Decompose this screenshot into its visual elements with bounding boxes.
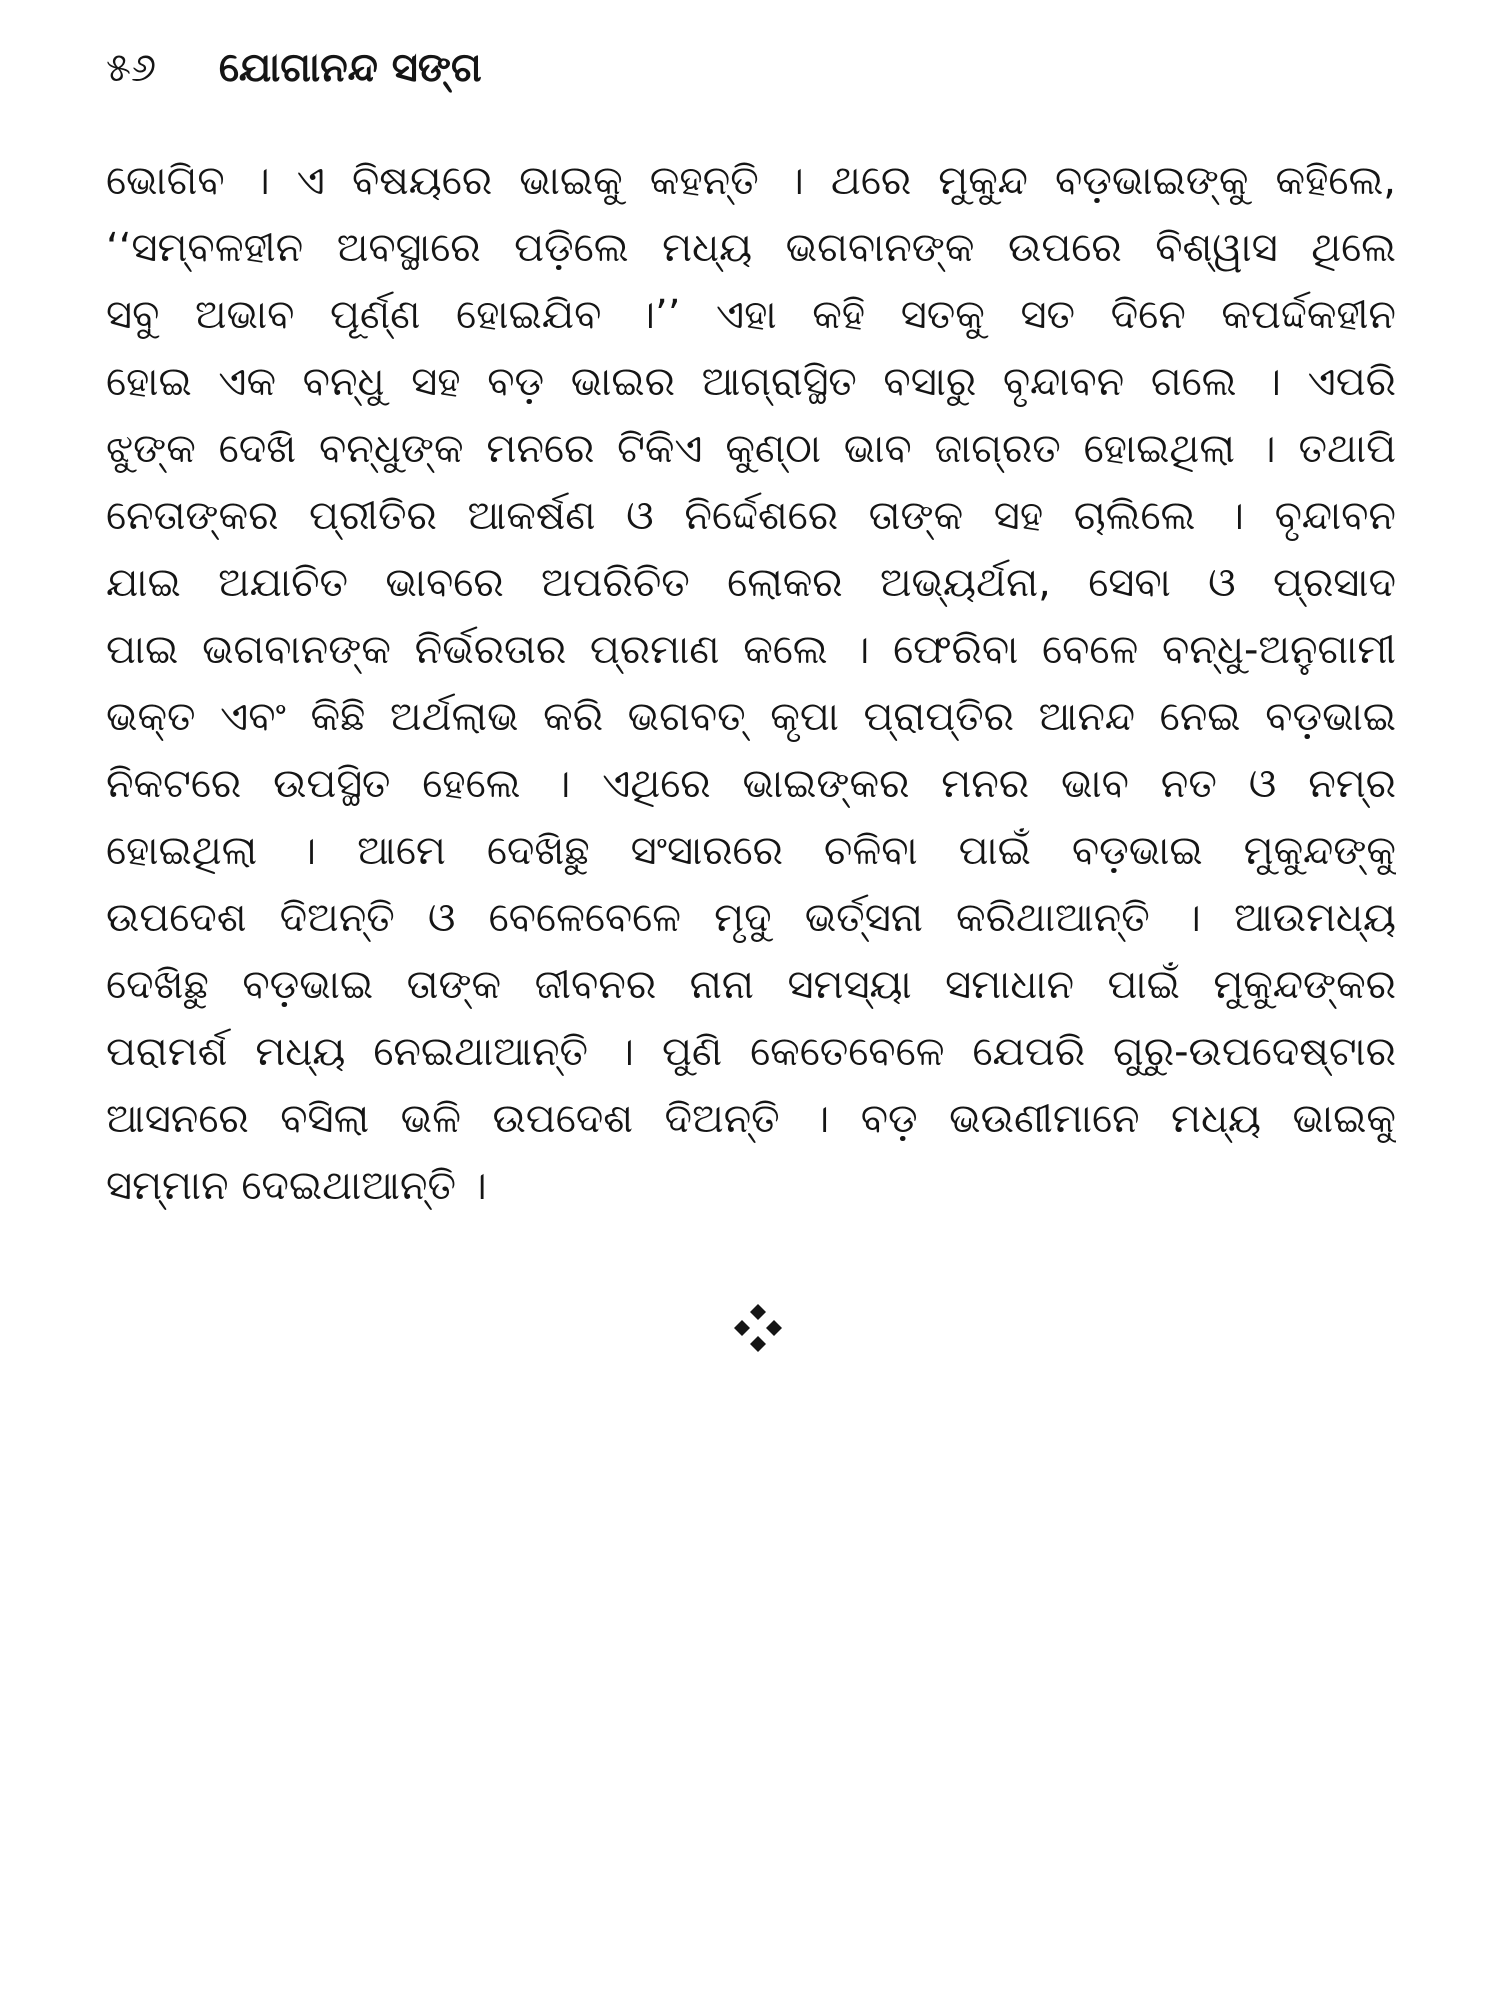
- text-line-11: ହୋଇଥିଲା । ଆମେ ଦେଖିଛୁ ସଂସାରରେ ଚଳିବା ପାଇଁ ବଡ଼ଭାଇ ମୁକୁନ୍ଦଙ୍କୁ: [106, 828, 1396, 874]
- text-line-2: ‘‘ସମ୍ବଳହୀନ ଅବସ୍ଥାରେ ପଡ଼ିଲେ ମଧ୍ୟ ଭଗବାନଙ୍କ ଉପରେ ବିଶ୍ୱାସ ଥିଲେ: [106, 225, 1396, 271]
- text-line-7: ଯାଇ ଅଯାଚିତ ଭାବରେ ଅପରିଚିତ ଲୋକର ଅଭ୍ୟର୍ଥନା, ସେବା ଓ ପ୍ରସାଦ: [106, 560, 1396, 606]
- four-diamond-ornament-icon: [730, 1300, 786, 1356]
- text-line-9: ଭକ୍ତ ଏବଂ କିଛି ଅର୍ଥଲାଭ କରି ଭଗବତ୍ କୃପା ପ୍ରାପ୍ତିର ଆନନ୍ଦ ନେଇ ବଡ଼ଭାଇ: [106, 694, 1396, 740]
- running-head: [106, 38, 482, 98]
- text-line-8: ପାଇ ଭଗବାନଙ୍କ ନିର୍ଭରତାର ପ୍ରମାଣ କଲେ । ଫେରିବା ବେଳେ ବନ୍ଧୁ-ଅନୁଗାମୀ: [106, 627, 1396, 673]
- page-number: ୫୬: [106, 45, 157, 91]
- body-paragraph: [106, 148, 1396, 1220]
- text-line-15: ଆସନରେ ବସିଲା ଭଳି ଉପଦେଶ ଦିଅନ୍ତି । ବଡ଼ ଭଉଣୀମାନେ ମଧ୍ୟ ଭାଇକୁ: [106, 1096, 1396, 1142]
- text-line-1: ଭୋଗିବ । ଏ ବିଷୟରେ ଭାଇକୁ କହନ୍ତି । ଥରେ ମୁକୁନ୍ଦ ବଡ଼ଭାଇଙ୍କୁ କହିଲେ,: [106, 158, 1396, 204]
- text-line-6: ନେତାଙ୍କର ପ୍ରୀତିର ଆକର୍ଷଣ ଓ ନିର୍ଦ୍ଦେଶରେ ତାଙ୍କ ସହ ଚାଲିଲେ । ବୃନ୍ଦାବନ: [106, 493, 1396, 539]
- text-line-16: ସମ୍ମାନ ଦେଇଥାଆନ୍ତି ।: [106, 1163, 487, 1209]
- text-line-5: ଝୁଙ୍କ ଦେଖି ବନ୍ଧୁଙ୍କ ମନରେ ଟିକିଏ କୁଣ୍ଠା ଭାବ ଜାଗ୍ରତ ହୋଇଥିଲା । ତଥାପି: [106, 426, 1396, 472]
- text-line-14: ପରାମର୍ଶ ମଧ୍ୟ ନେଇଥାଆନ୍ତି । ପୁଣି କେତେବେଳେ ଯେପରି ଗୁରୁ-ଉପଦେଷ୍ଟାର: [106, 1029, 1396, 1075]
- text-line-13: ଦେଖିଛୁ ବଡ଼ଭାଇ ତାଙ୍କ ଜୀବନର ନାନା ସମସ୍ୟା ସମାଧାନ ପାଇଁ ମୁକୁନ୍ଦଙ୍କର: [106, 962, 1396, 1008]
- text-line-12: ଉପଦେଶ ଦିଅନ୍ତି ଓ ବେଳେବେଳେ ମୃଦୁ ଭର୍ତ୍ସନା କରିଥାଆନ୍ତି । ଆଉମଧ୍ୟ: [106, 895, 1396, 941]
- text-line-4: ହୋଇ ଏକ ବନ୍ଧୁ ସହ ବଡ଼ ଭାଇର ଆଗ୍ରାସ୍ଥିତ ବସାରୁ ବୃନ୍ଦାବନ ଗଲେ । ଏପରି: [106, 359, 1396, 405]
- text-line-10: ନିକଟରେ ଉପସ୍ଥିତ ହେଲେ । ଏଥିରେ ଭାଇଙ୍କର ମନର ଭାବ ନତ ଓ ନମ୍ର: [106, 761, 1396, 807]
- text-line-3: ସବୁ ଅଭାବ ପୂର୍ଣ୍ଣ ହୋଇଯିବ ।’’ ଏହା କହି ସତକୁ ସତ ଦିନେ କପର୍ଦ୍ଦକହୀନ: [106, 292, 1396, 338]
- book-title: ଯୋଗାନନ୍ଦ ସଙ୍ଗ: [218, 45, 482, 91]
